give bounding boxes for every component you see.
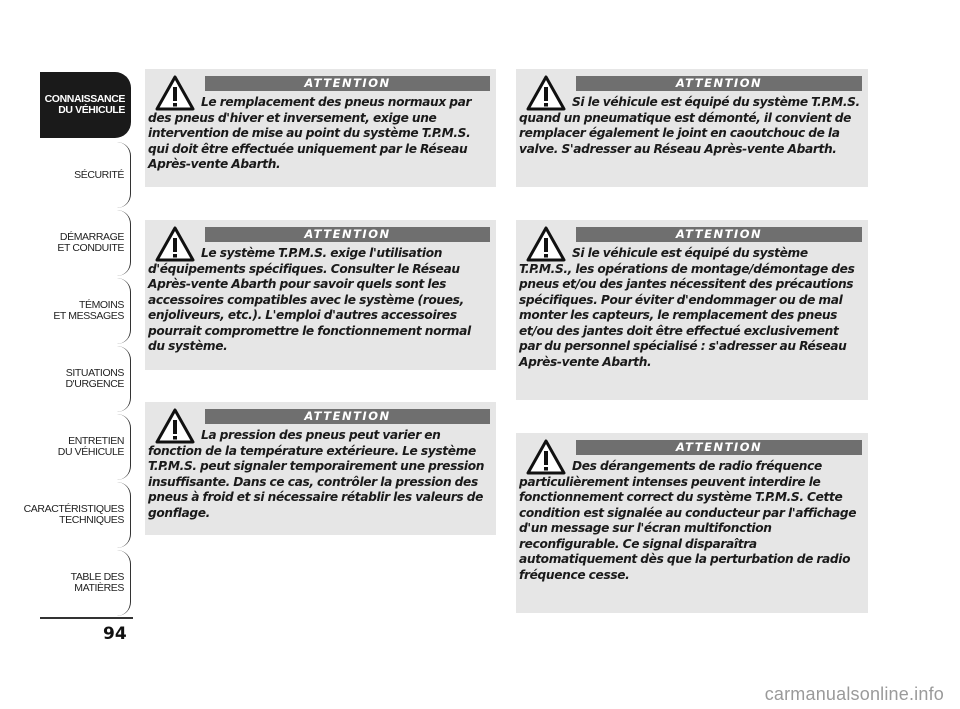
tab-caracteristiques-techniques[interactable] (23, 482, 131, 548)
tab-situations-d-urgence[interactable] (40, 346, 131, 412)
tab-label: TABLE DES MATIÈRES (70, 571, 124, 594)
tab-label: ENTRETIEN DU VÉHICULE (57, 435, 124, 458)
warning-box-winter-tyres (145, 69, 496, 187)
attention-header: ATTENTION (576, 76, 862, 91)
tab-label: DÉMARRAGE ET CONDUITE (57, 231, 124, 254)
tab-label: CARACTÉRISTIQUES TECHNIQUES (23, 503, 124, 526)
warning-text: Le système T.P.M.S. exige l'utilisation d'équipements spécifiques. Consulter le Réseau Après-vente Abarth pour savoir quels sont les accessoires compatibles avec le système (roues, enjoliveurs, etc.). L'emploi d'autres accessoires pourrait compromettre le fonctionnement normal du système. (148, 246, 471, 353)
tab-label: SÉCURITÉ (74, 168, 124, 181)
attention-header: ATTENTION (205, 227, 490, 242)
warning-text: Si le véhicule est équipé du système T.P.M.S., les opérations de montage/démontage des pneus et/ou des jantes nécessitent des précautions spécifiques. Pour éviter d'endommager ou de mal monter les capteurs, le remplacement des pneus et/ou des jantes doit être effectué exclusivement par du personnel spécialisé : s'adresser au Réseau Après-vente Abarth. (519, 246, 855, 369)
warning-box-mounting (516, 220, 868, 400)
tab-table-des-matieres[interactable] (40, 550, 131, 616)
tab-entretien-du-vehicule[interactable] (40, 414, 131, 480)
page-number: 94 (103, 624, 127, 644)
tab-temoins-et-messages[interactable] (40, 278, 131, 344)
warning-box-radio-interference (516, 433, 868, 613)
tab-label: SITUATIONS D'URGENCE (65, 367, 124, 390)
tab-demarrage-et-conduite[interactable] (40, 210, 131, 276)
sidebar-bottom-rule (40, 617, 133, 619)
warning-text: Des dérangements de radio fréquence particulièrement intenses peuvent interdire le fonctionnement correct du système T.P.M.S. Cette condition est signalée au conducteur par l'affichage d'un message sur l'écran multifonction reconfigurable. Ce signal disparaîtra automatiquement dès que la perturbation de radio fréquence cesse. (519, 459, 857, 582)
tab-securite[interactable] (40, 142, 131, 208)
attention-header: ATTENTION (205, 76, 490, 91)
attention-header: ATTENTION (576, 440, 862, 455)
warning-text: La pression des pneus peut varier en fonction de la température extérieure. Le système T.P.M.S. peut signaler temporairement une pression insuffisante. Dans ce cas, contrôler la pression des pneus à froid et si nécessaire rétablir les valeurs de gonflage. (148, 428, 485, 520)
watermark: carmanualsonline.info (764, 684, 944, 704)
tab-label: CONNAISSANCE DU VÉHICULE (44, 93, 125, 116)
attention-header: ATTENTION (205, 409, 490, 424)
tab-connaissance-du-vehicule[interactable] (40, 72, 131, 138)
warning-box-valve-seal (516, 69, 868, 187)
warning-box-specific-equipment (145, 220, 496, 370)
warning-text: Si le véhicule est équipé du système T.P.M.S. quand un pneumatique est démonté, il convient de remplacer également le joint en caoutchouc de la valve. S'adresser au Réseau Après-vente Abarth. (519, 95, 860, 156)
attention-header: ATTENTION (576, 227, 862, 242)
warning-box-temperature (145, 402, 496, 535)
tab-label: TÉMOINS ET MESSAGES (53, 299, 124, 322)
warning-text: Le remplacement des pneus normaux par des pneus d'hiver et inversement, exige une intervention de mise au point du système T.P.M.S. qui doit être effectuée uniquement par le Réseau Après-vente Abarth. (148, 95, 472, 171)
